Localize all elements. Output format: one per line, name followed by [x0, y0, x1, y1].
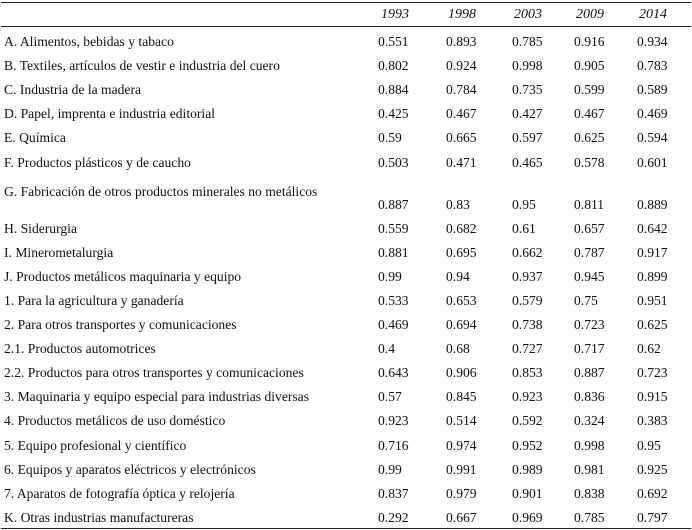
row-label: 7. Aparatos de fotografía óptica y relojería — [4, 485, 235, 501]
table-row — [0, 310, 692, 334]
value-cell: 0.99 — [378, 461, 402, 477]
value-cell: 0.61 — [512, 220, 536, 236]
value-cell: 0.324 — [574, 413, 605, 429]
table-row — [0, 382, 692, 406]
value-cell: 0.465 — [512, 154, 543, 170]
value-cell: 0.643 — [378, 365, 409, 381]
table-row — [0, 172, 692, 214]
value-cell: 0.599 — [574, 82, 605, 98]
value-cell: 0.75 — [574, 292, 598, 308]
value-cell: 0.95 — [637, 437, 661, 453]
value-cell: 0.601 — [637, 154, 668, 170]
table-row — [0, 123, 692, 147]
table-row — [0, 99, 692, 123]
table-body — [0, 27, 692, 527]
table-row — [0, 75, 692, 99]
row-label: G. Fabricación de otros productos minerales no metálicos — [4, 184, 318, 200]
value-cell: 0.969 — [512, 509, 543, 525]
value-cell: 0.662 — [512, 244, 543, 260]
data-table — [0, 27, 692, 527]
value-cell: 0.738 — [512, 317, 543, 333]
row-label: 4. Productos metálicos de uso doméstico — [4, 413, 226, 429]
value-cell: 0.95 — [512, 196, 536, 212]
value-cell: 0.653 — [446, 292, 477, 308]
value-cell: 0.881 — [378, 244, 409, 260]
value-cell: 0.917 — [637, 244, 668, 260]
value-cell: 0.924 — [446, 58, 477, 74]
value-cell: 0.906 — [446, 365, 477, 381]
value-cell: 0.723 — [574, 317, 605, 333]
value-cell: 0.989 — [512, 461, 543, 477]
value-cell: 0.797 — [637, 509, 668, 525]
table-row — [0, 214, 692, 238]
value-cell: 0.83 — [446, 196, 470, 212]
value-cell: 0.589 — [637, 82, 668, 98]
value-cell: 0.952 — [512, 437, 543, 453]
row-label: F. Productos plásticos y de caucho — [4, 154, 191, 170]
value-cell: 0.916 — [574, 34, 605, 50]
value-cell: 0.915 — [637, 389, 668, 405]
value-cell: 0.514 — [446, 413, 477, 429]
value-cell: 0.923 — [378, 413, 409, 429]
value-cell: 0.925 — [637, 461, 668, 477]
value-cell: 0.887 — [378, 196, 409, 212]
value-cell: 0.979 — [446, 485, 477, 501]
table-row — [0, 334, 692, 358]
value-cell: 0.471 — [446, 154, 477, 170]
value-cell: 0.665 — [446, 130, 477, 146]
value-cell: 0.974 — [446, 437, 477, 453]
value-cell: 0.893 — [446, 34, 477, 50]
value-cell: 0.467 — [446, 106, 477, 122]
row-label: A. Alimentos, bebidas y tabaco — [4, 34, 174, 50]
table-row — [0, 27, 692, 51]
value-cell: 0.853 — [512, 365, 543, 381]
value-cell: 0.578 — [574, 154, 605, 170]
value-cell: 0.57 — [378, 389, 402, 405]
value-cell: 0.787 — [574, 244, 605, 260]
value-cell: 0.784 — [446, 82, 477, 98]
value-cell: 0.845 — [446, 389, 477, 405]
row-label: D. Papel, imprenta e industria editorial — [4, 106, 216, 122]
value-cell: 0.884 — [378, 82, 409, 98]
value-cell: 0.657 — [574, 220, 605, 236]
value-cell: 0.68 — [446, 341, 470, 357]
value-cell: 0.383 — [637, 413, 668, 429]
row-label: 2.1. Productos automotrices — [4, 341, 156, 357]
value-cell: 0.905 — [574, 58, 605, 74]
value-cell: 0.937 — [512, 268, 543, 284]
value-cell: 0.991 — [446, 461, 477, 477]
row-label: C. Industria de la madera — [4, 82, 142, 98]
header-year: 2014 — [639, 7, 667, 22]
value-cell: 0.901 — [512, 485, 543, 501]
value-cell: 0.735 — [512, 82, 543, 98]
value-cell: 0.467 — [574, 106, 605, 122]
row-label: 3. Maquinaria y equipo especial para industrias diversas — [4, 389, 310, 405]
value-cell: 0.503 — [378, 154, 409, 170]
value-cell: 0.887 — [574, 365, 605, 381]
value-cell: 0.62 — [637, 341, 661, 357]
value-cell: 0.4 — [378, 341, 395, 357]
value-cell: 0.723 — [637, 365, 668, 381]
row-label: B. Textiles, artículos de vestir e industria del cuero — [4, 58, 280, 74]
value-cell: 0.594 — [637, 130, 668, 146]
header-year: 1993 — [381, 7, 409, 22]
table-row — [0, 455, 692, 479]
value-cell: 0.579 — [512, 292, 543, 308]
value-cell: 0.427 — [512, 106, 543, 122]
value-cell: 0.945 — [574, 268, 605, 284]
value-cell: 0.99 — [378, 268, 402, 284]
value-cell: 0.802 — [378, 58, 409, 74]
value-cell: 0.838 — [574, 485, 605, 501]
row-label: 6. Equipos y aparatos eléctricos y electrónicos — [4, 461, 256, 477]
value-cell: 0.998 — [574, 437, 605, 453]
value-cell: 0.951 — [637, 292, 668, 308]
value-cell: 0.923 — [512, 389, 543, 405]
value-cell: 0.785 — [574, 509, 605, 525]
value-cell: 0.694 — [446, 317, 477, 333]
row-label: I. Minerometalurgia — [4, 244, 114, 260]
table-row — [0, 503, 692, 527]
value-cell: 0.625 — [574, 130, 605, 146]
value-cell: 0.292 — [378, 509, 409, 525]
value-cell: 0.717 — [574, 341, 605, 357]
row-label: E. Química — [4, 130, 66, 146]
table-row — [0, 406, 692, 430]
row-label: 2. Para otros transportes y comunicaciones — [4, 317, 237, 333]
value-cell: 0.425 — [378, 106, 409, 122]
value-cell: 0.597 — [512, 130, 543, 146]
value-cell: 0.837 — [378, 485, 409, 501]
value-cell: 0.469 — [378, 317, 409, 333]
table-row — [0, 51, 692, 75]
value-cell: 0.811 — [574, 196, 605, 212]
value-cell: 0.716 — [378, 437, 409, 453]
value-cell: 0.727 — [512, 341, 543, 357]
row-label: 2.2. Productos para otros transportes y comunicaciones — [4, 365, 304, 381]
table-row — [0, 479, 692, 503]
value-cell: 0.836 — [574, 389, 605, 405]
row-label: 1. Para la agricultura y ganadería — [4, 292, 184, 308]
header-year: 1998 — [448, 7, 476, 22]
value-cell: 0.642 — [637, 220, 668, 236]
row-label: 5. Equipo profesional y científico — [4, 437, 187, 453]
value-cell: 0.59 — [378, 130, 402, 146]
table-top-rule — [1, 2, 691, 3]
table-row — [0, 286, 692, 310]
value-cell: 0.592 — [512, 413, 543, 429]
row-label: H. Siderurgia — [4, 220, 77, 236]
header-year: 2003 — [514, 7, 542, 22]
value-cell: 0.469 — [637, 106, 668, 122]
value-cell: 0.785 — [512, 34, 543, 50]
value-cell: 0.998 — [512, 58, 543, 74]
value-cell: 0.692 — [637, 485, 668, 501]
row-label: K. Otras industrias manufactureras — [4, 509, 194, 525]
header-year: 2009 — [576, 7, 604, 22]
value-cell: 0.551 — [378, 34, 409, 50]
table-bottom-rule — [1, 528, 691, 529]
value-cell: 0.682 — [446, 220, 477, 236]
value-cell: 0.981 — [574, 461, 605, 477]
row-label: J. Productos metálicos maquinaria y equipo — [4, 268, 242, 284]
table-row — [0, 358, 692, 382]
value-cell: 0.625 — [637, 317, 668, 333]
table-row — [0, 238, 692, 262]
value-cell: 0.934 — [637, 34, 668, 50]
value-cell: 0.899 — [637, 268, 668, 284]
table-row — [0, 262, 692, 286]
value-cell: 0.559 — [378, 220, 409, 236]
value-cell: 0.695 — [446, 244, 477, 260]
value-cell: 0.533 — [378, 292, 409, 308]
table-row — [0, 430, 692, 454]
value-cell: 0.783 — [637, 58, 668, 74]
value-cell: 0.889 — [637, 196, 668, 212]
table-row — [0, 147, 692, 171]
value-cell: 0.667 — [446, 509, 477, 525]
value-cell: 0.94 — [446, 268, 470, 284]
